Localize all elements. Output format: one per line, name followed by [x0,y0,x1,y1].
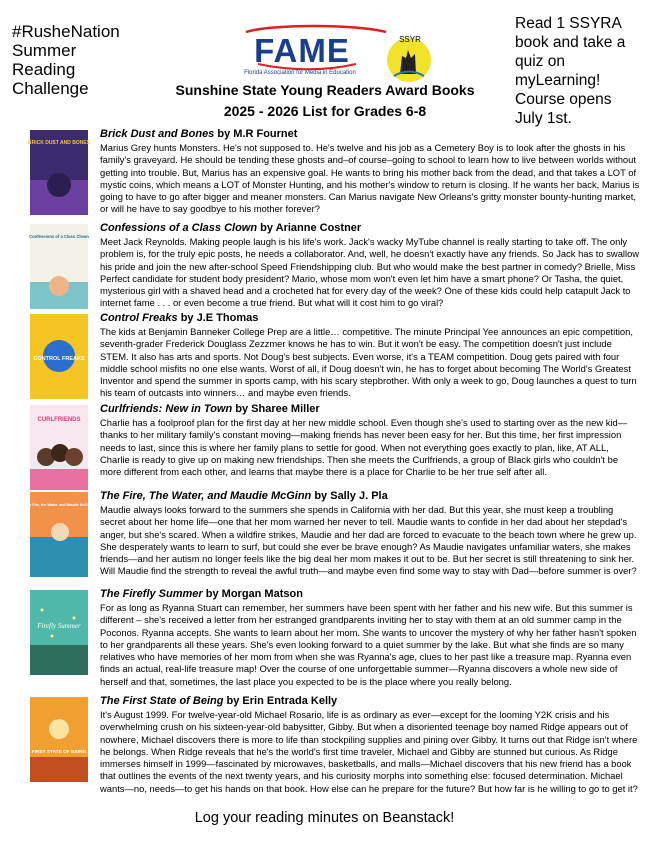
book-cover-text: The Fire, the Water, and Maudie McGinn [25,503,93,507]
book-description: The kids at Benjamin Banneker College Prep are a little… competitive. The minute Principal Yee announces an epic competition, seventh-grader Frederick Douglass Zezzmer knows he has to win. But it won't be easy. The competition doesn't just include STEM. It also has arts and sports. Not Doug's best subjects. Even worse, it's a TEAM competition. Doug gets paired with four middle school misfits no one else wants. Worst of all, if Doug doesn't win, he has to forget about becoming The World's Greatest Inventor and spend the summer in sports camp, with his scary stepbrother. With only a week to go, Doug launches a quest to turn his team of outcasts into winners… and maybe even friends. [100,326,637,399]
book-title-text: Confessions of a Class Clown [100,222,258,234]
book-author: by Arianne Costner [257,222,362,234]
book-cover-text: Firefly Summer [37,622,81,630]
book-title [100,695,640,708]
book-title [100,312,640,325]
book-cover-text: Confessions of a Class Clown [29,234,89,239]
book-cover [30,224,88,309]
book-title [100,588,640,601]
ssyr-badge-text: SSYR [399,35,421,44]
challenge-line: #RusheNation [12,22,120,41]
book-title-text: Control Freaks [100,312,178,324]
note-line: Course opens [515,91,612,108]
note-line: book and take a [515,34,626,51]
book-description: Charlie has a foolproof plan for the first day at her new middle school. Even though she's used to starting over as the new kid—thanks to her military family's constant moving—making friends has never been easy for her. But this time, her first impression needs to last, since this is where her family plans to settle for good. When not everything goes exactly to plan, like, AT ALL, Charlie is ready to give up on making new friendships. Then she meets the Curlfriends, a group of Black girls who couldn't be more different from each other, and learns that maybe there is a place for Charlie to be her true self after all. [100,417,628,478]
book-description: It's August 1999. For twelve-year-old Michael Rosario, life is as ordinary as ever—except for the looming Y2K crisis and his overwhelming crush on his sixteen-year-old babysitter, Gibby. But when a disoriented teenage boy named Ridge appears out of nowhere, Michael discovers there is more to life than stockpiling supplies and pining over Gibby. It turns out that Ridge isn't where he belongs. When Ridge reveals that he's the world's first time traveler, Michael and Gibby are stunned but curious. As Ridge immerses himself in 1999—fascinated by microwaves, basketballs, and malls—Michael discovers that his new friend has a book that outlines the events of the next twenty years, and his curiosity morphs into something else: focused determination. Michael wants—no, needs—to get his hands on that book. How else can he prepare for the future? But how far is he willing to go to get it? [100,709,638,794]
book-author: by Sharee Miller [232,403,320,415]
book-title [100,490,640,503]
book-cover [30,697,88,782]
note-line: quiz on [515,53,565,70]
book-title-text: The First State of Being [100,695,224,707]
fame-logo-subtitle: Florida Association for Media in Education [244,70,356,76]
ssyr-badge [380,28,438,86]
book-title [100,403,640,416]
book-author: by Erin Entrada Kelly [223,695,338,707]
note-line: July 1st. [515,110,572,127]
book-description: For as long as Ryanna Stuart can remember, her summers have been spent with her father and his new wife. But this summer is different – she's received a letter from her estranged grandparents inviting her to stay with them at an old summer camp in the Poconos. Ryanna accepts. She wants to learn about her mom. She wants to uncover the mystery of why her father hasn't spoken to her grandparents all these years. She's even looking forward to a quiet summer by the lake. But what she finds are so many relatives who have memories of her mom from when she was Ryanna's age, clues to her past like a treasure map. Ryanna even finds an actual, real-life treasure map! Over the course of one unforgettable summer—Ryanna discovers a whole new side of herself and that, sometimes, the last place you expected to be is the place where you really belong. [100,602,637,687]
challenge-line: Challenge [12,79,89,98]
book-author: by Morgan Matson [202,588,303,600]
book-cover [27,130,91,215]
note-line: myLearning! [515,72,601,89]
book-cover [30,590,88,675]
book-author: by Sally J. Pla [311,490,388,502]
book-title-text: The Fire, The Water, and Maudie McGinn [100,490,312,502]
book-cover-text: CONTROL FREAKS [33,356,85,362]
note-line: Read 1 SSYRA [515,15,622,32]
book-cover-text: CURLFRIENDS [37,417,81,423]
book-cover-text: BRICK DUST AND BONES [27,140,91,146]
book-title-text: Curlfriends: New in Town [100,403,233,415]
book-title [100,128,640,141]
book-description: Meet Jack Reynolds. Making people laugh is his life's work. Jack's wacky MyTube channel is really starting to take off. The only problem is, for the truly epic posts, he needs a collaborator. And, well, he doesn't exactly have any friends. So Jack has to swallow his pride and join the new after-school Speed Friendshipping club. But who would make the best partner in comedy? Brielle, Miss Perfect candidate for student body president? Mario, whose mom won't even let him have a smart phone? Or Tasha, the quiet, mysterious girl with a shaved head and a crocheted hat for every day of the week? One of these kids could help catapult Jack to internet fame . . . or even become a true friend. But what will it cost him to go viral? [100,236,640,309]
page-title [110,80,540,122]
challenge-heading [12,22,122,98]
challenge-line: Reading [12,60,76,79]
book-author: by M.R Fournet [214,128,298,140]
fame-logo-text: FAME [254,32,350,69]
book-title-text: Brick Dust and Bones [100,128,215,140]
challenge-line: Summer [12,41,77,60]
book-author: by J.E Thomas [177,312,259,324]
book-cover-text: FIRST STATE OF BEING [31,750,87,755]
book-cover [30,314,88,399]
book-cover [30,405,88,490]
book-title-text: The Firefly Summer [100,588,203,600]
book-title [100,222,640,235]
book-description: Maudie always looks forward to the summers she spends in California with her dad. But this year, she must keep a troubling secret about her home life—one that her mom warned her never to tell. Maudie wants to confide in her dad about her stepdad's anger, but she's scared. When a wildfire strikes, Maudie and her dad are forced to evacuate to the beach town where he grew up. She desperately wants to learn to surf, but could she ever be brave enough? As Maudie navigates unfamiliar waters, she makes friends—and her autism no longer feels like the big deal her mom makes it out to be. But her secret is still threatening to sink her. Will Maudie find the strength to reveal the awful truth—and maybe even find some way to stay with Dad—before summer is over? [100,504,637,577]
footer-note: Log your reading minutes on Beanstack! [194,810,455,826]
page-title-line2: 2025 - 2026 List for Grades 6-8 [223,103,427,119]
book-description: Marius Grey hunts Monsters. He's not supposed to. He's twelve and his job as a Cemetery Boy is to look after the ghosts in his family's graveyard. He should be tending these ghosts and–of course–going to school to learn how to live between worlds without getting into trouble. But, Marius has an expensive goal. He wants to bring his mother back from the dead, and that takes a LOT of mystic coins, which means a LOT of Monster Hunting, and his mother's window to return is closing. If he wants her back, Marius is going to have to go after bigger and meaner monsters. Can Marius navigate New Orleans's gritty monster bounty-hunting market, or will he have to say goodbye to his mother forever? [100,142,640,215]
book-cover [25,492,93,577]
page-title-line1: Sunshine State Young Readers Award Books [175,82,475,98]
